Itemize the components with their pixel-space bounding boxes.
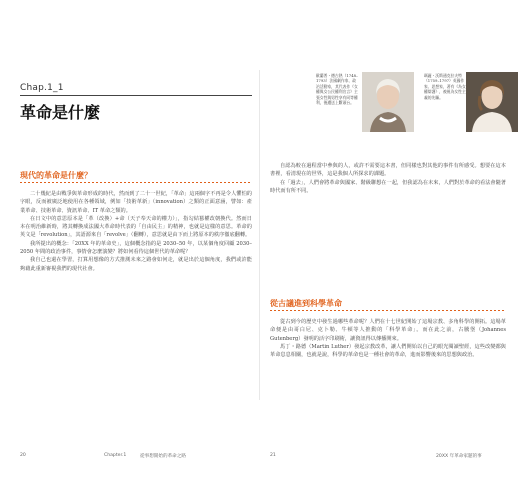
paragraph: 從古到今的歷史中發生過哪些革命呢？人們在十七世紀開始了這場宗教、多角科學的開拓。這場革命便是由哥白尼、克卜勒、牛頓等人推動的「科學革命」。而在此之前，古騰堡（Johannes Gutenberg）發明的活字印刷術，讓資訊得以傳播開來。 bbox=[270, 319, 506, 342]
body-text-top bbox=[270, 162, 506, 195]
section-heading: 現代的革命是什麼？ bbox=[20, 171, 92, 180]
paragraph: 在日文中的意思原本是「革（改換）+命（天子奉天命的權力）」，指勾結篡權改朝換代。然而日本在明治維新時，將其轉換成法國大革命時代表的「自由民主」的精神，也就是這樣的意思。革命的英文是「revolution」，其語源來自「revolve」（翻轉），意思就是由下而上將原本的秩序徹底翻轉。 bbox=[20, 215, 252, 239]
footer-chapter: Chapter.1 bbox=[104, 453, 127, 458]
page-number: 20 bbox=[20, 453, 26, 458]
portrait-caption: 瑪麗・沃斯通克拉夫特（1759–1797）英國作家、思想家，著有《為女權辯護》，被視為女性主義的先驅。 bbox=[424, 73, 466, 100]
paragraph: 我自己也還在學習，打算用想像的方式推測未來之路會如何走，就是出於這個角度，我們或許能夠藉此重新審視我們的現代社會。 bbox=[20, 257, 252, 272]
footer-running-title: 從事想開始的革命之路 bbox=[140, 454, 186, 459]
chapter-rule bbox=[20, 95, 252, 96]
right-page bbox=[260, 0, 520, 500]
body-text-bottom bbox=[270, 318, 506, 359]
portrait-woman-1 bbox=[362, 72, 414, 132]
section-heading: 從古議進到科學革命 bbox=[270, 299, 342, 308]
paragraph: 馬丁・路德（Martin Luther）發起宗教改革，讓人們開始以自己的眼光閱讀聖經，這些改變都與革命息息相關，也就是說，科學的革命也是一種社會的革命，進而影響後來的思想與政治。 bbox=[270, 343, 506, 359]
paragraph: 在「過去」，人們會將革命與國家、階級聯想在一起，但我認為在未來，人們對於革命的看法會隨著時代而有所不同。 bbox=[270, 179, 506, 194]
paragraph: 我所提出的概念：「20XX 年的革命史」，這個概念指的是 2030–50 年，以某個角度回顧 2030–2050 年間的政治事件，事情會怎麼演變？將如何看待這個世代的革命呢？ bbox=[20, 240, 252, 256]
paragraph: 二十幾紀是由戰爭與革命形成的時代，然而到了二十一世紀，「革命」這兩個字不再是令人懼怕的字眼，反而被廣泛地使用在各種領域，例如「技術革新」（innovation）之類的正面意涵，譬如：產業革命、技術革命、資訊革命、IT 革命之類的。 bbox=[20, 191, 252, 214]
footer-running-title: 20XX 年革命家題的事 bbox=[436, 454, 482, 459]
section-rule bbox=[270, 310, 506, 311]
chapter-label: Chap.1_1 bbox=[20, 83, 64, 93]
page-number: 21 bbox=[270, 453, 276, 458]
paragraph: 自認為較在過程當中參與的人，或許不需要這本書，但同樣也對其他的事件有所感受。想要在這本書裡，看清現在的世界，這是我個人所探求的課題。 bbox=[270, 163, 506, 178]
portrait-caption: 歐蘭普・德古熱（1748–1793）法國劇作家、政治活動家，其代表作《女權與女公民權利宣言》主張女性與男性享有同等權利，後遭送上斷頭台。 bbox=[316, 73, 358, 106]
section-rule bbox=[20, 182, 252, 183]
page-title: 革命是什麼 bbox=[20, 103, 101, 122]
body-text bbox=[20, 190, 252, 273]
portrait-woman-2 bbox=[466, 72, 518, 132]
